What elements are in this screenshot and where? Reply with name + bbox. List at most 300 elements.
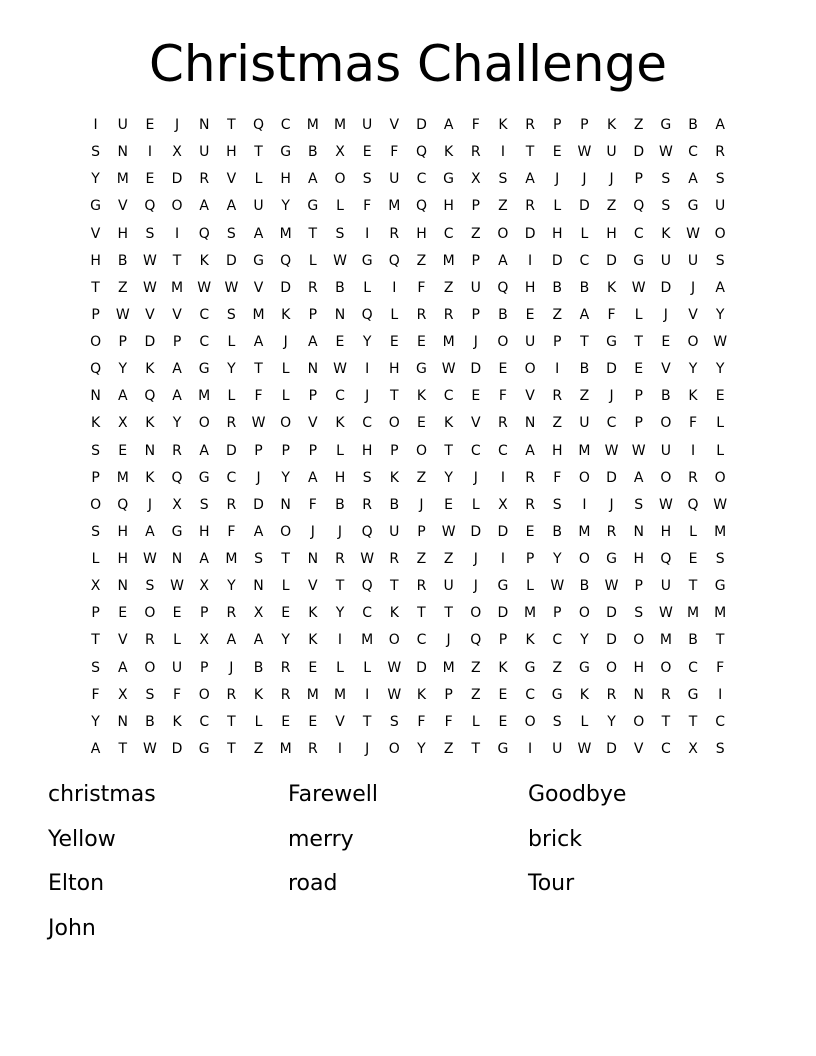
word-bank-item: christmas	[48, 782, 156, 807]
grid-letter: M	[116, 469, 129, 486]
grid-letter: L	[227, 334, 236, 350]
grid-letter: I	[337, 632, 343, 649]
grid-letter: C	[470, 442, 481, 459]
grid-letter: Q	[388, 252, 400, 269]
word-bank	[48, 778, 768, 956]
grid-letter: T	[308, 225, 318, 242]
grid-letter: F	[607, 306, 616, 323]
grid-letter: Y	[91, 171, 100, 188]
grid-letter: J	[147, 496, 152, 513]
grid-letter: F	[417, 279, 426, 296]
grid-letter: G	[443, 171, 455, 188]
grid-letter: O	[198, 415, 210, 432]
grid-letter: Z	[470, 659, 481, 676]
grid-letter: Y	[417, 740, 426, 757]
grid-letter: K	[145, 415, 155, 432]
grid-letter: D	[171, 740, 183, 757]
grid-letter: X	[90, 578, 101, 595]
grid-letter: Z	[552, 659, 563, 676]
grid-letter: H	[117, 225, 128, 242]
grid-letter: S	[226, 225, 236, 242]
grid-letter: N	[633, 523, 644, 540]
grid-letter: R	[172, 442, 182, 459]
grid-letter: G	[90, 198, 101, 215]
grid-letter: A	[688, 171, 698, 188]
grid-letter: E	[498, 361, 508, 378]
grid-letter: O	[470, 605, 482, 622]
grid-letter: M	[388, 198, 401, 215]
grid-letter: V	[470, 415, 481, 432]
grid-letter: W	[604, 442, 619, 459]
word-bank-item: Tour	[528, 871, 575, 896]
grid-letter: J	[473, 551, 478, 567]
grid-letter: D	[470, 361, 482, 378]
grid-letter: A	[253, 523, 264, 540]
grid-letter: U	[470, 279, 481, 296]
grid-letter: P	[498, 632, 508, 649]
grid-letter: P	[308, 388, 318, 405]
grid-letter: R	[226, 686, 237, 703]
grid-letter: K	[498, 117, 508, 133]
grid-letter: D	[470, 523, 482, 540]
grid-letter: K	[688, 388, 698, 405]
grid-letter: G	[280, 144, 292, 161]
grid-letter: O	[90, 496, 102, 513]
grid-letter: R	[307, 279, 318, 296]
grid-letter: B	[661, 388, 671, 405]
grid-letter: W	[387, 686, 402, 703]
grid-letter: O	[714, 225, 726, 242]
grid-letter: P	[634, 171, 643, 188]
grid-letter: A	[253, 334, 264, 350]
grid-letter: O	[578, 469, 590, 486]
grid-letter: O	[144, 659, 156, 676]
grid-row	[82, 627, 734, 654]
grid-letter: T	[417, 605, 426, 622]
grid-letter: D	[225, 442, 237, 459]
grid-letter: Q	[144, 198, 156, 215]
grid-letter: K	[606, 117, 617, 133]
grid-letter: R	[389, 551, 400, 567]
grid-letter: V	[308, 578, 318, 595]
grid-letter: D	[497, 605, 509, 622]
grid-letter: P	[199, 659, 209, 676]
grid-letter: C	[606, 415, 617, 432]
grid-letter: S	[715, 252, 725, 269]
grid-letter: D	[497, 523, 509, 540]
grid-letter: I	[500, 551, 505, 567]
grid-row	[82, 248, 734, 275]
grid-letter: W	[441, 523, 456, 540]
word-bank-item: Farewell	[288, 782, 378, 807]
grid-letter: I	[582, 496, 587, 513]
grid-letter: W	[387, 659, 402, 676]
grid-letter: R	[416, 578, 427, 595]
grid-letter: Y	[118, 361, 128, 378]
grid-letter: W	[686, 225, 700, 242]
grid-letter: G	[687, 198, 699, 215]
grid-letter: Z	[416, 469, 427, 486]
grid-letter: E	[471, 388, 481, 405]
grid-letter: C	[715, 713, 726, 730]
word-search-grid	[82, 112, 734, 763]
grid-letter: A	[172, 388, 182, 405]
grid-letter: D	[225, 252, 237, 269]
grid-letter: S	[199, 496, 209, 513]
grid-letter: Y	[335, 605, 345, 622]
grid-letter: O	[280, 523, 292, 540]
grid-letter: M	[306, 117, 319, 133]
grid-letter: S	[145, 686, 155, 703]
grid-letter: V	[226, 171, 237, 188]
grid-letter: K	[444, 144, 454, 161]
grid-letter: A	[117, 388, 128, 405]
grid-letter: S	[715, 551, 725, 567]
grid-letter: D	[416, 117, 427, 133]
grid-letter: L	[634, 306, 643, 323]
grid-letter: M	[714, 523, 727, 540]
grid-letter: D	[416, 659, 427, 676]
grid-letter: P	[634, 415, 643, 432]
grid-letter: K	[90, 415, 101, 432]
grid-letter: W	[224, 279, 239, 296]
grid-letter: O	[524, 713, 536, 730]
grid-letter: E	[525, 306, 535, 323]
grid-row	[82, 410, 734, 437]
grid-row	[82, 465, 734, 492]
grid-letter: J	[256, 469, 261, 486]
grid-letter: N	[117, 578, 128, 595]
grid-letter: E	[118, 605, 128, 622]
grid-letter: M	[306, 686, 319, 703]
grid-letter: I	[690, 442, 696, 459]
grid-letter: J	[174, 117, 180, 133]
grid-letter: S	[91, 523, 101, 540]
grid-letter: P	[553, 605, 562, 622]
grid-letter: K	[498, 659, 508, 676]
grid-letter: P	[471, 252, 480, 269]
grid-letter: V	[335, 713, 345, 730]
grid-letter: G	[714, 578, 726, 595]
grid-letter: J	[609, 388, 614, 405]
grid-letter: R	[199, 171, 210, 188]
grid-letter: P	[199, 605, 209, 622]
grid-letter: N	[198, 117, 210, 133]
grid-letter: B	[253, 659, 264, 676]
grid-letter: R	[443, 306, 454, 323]
grid-letter: D	[606, 605, 617, 622]
grid-letter: B	[579, 578, 590, 595]
grid-letter: M	[333, 686, 347, 703]
grid-letter: R	[525, 198, 535, 215]
grid-letter: G	[606, 334, 617, 350]
grid-letter: L	[471, 713, 480, 730]
grid-letter: A	[308, 171, 318, 188]
grid-letter: R	[525, 496, 535, 513]
grid-letter: F	[173, 686, 182, 703]
grid-letter: T	[254, 361, 263, 378]
grid-letter: L	[363, 659, 372, 676]
grid-letter: K	[281, 306, 291, 323]
grid-letter: F	[254, 388, 263, 405]
grid-letter: U	[253, 198, 264, 215]
grid-letter: I	[528, 740, 533, 757]
grid-letter: U	[524, 334, 536, 350]
grid-letter: Q	[144, 388, 156, 405]
grid-letter: O	[606, 659, 618, 676]
grid-letter: E	[145, 171, 155, 188]
grid-letter: R	[470, 144, 481, 161]
grid-letter: F	[390, 144, 399, 161]
grid-letter: B	[688, 117, 698, 133]
grid-letter: X	[199, 632, 209, 649]
grid-letter: W	[577, 740, 592, 757]
grid-letter: T	[661, 713, 671, 730]
word-bank-item: merry	[288, 826, 354, 852]
grid-letter: S	[661, 171, 671, 188]
grid-letter: F	[444, 713, 453, 730]
grid-letter: P	[471, 198, 480, 215]
grid-letter: S	[498, 171, 508, 188]
grid-letter: L	[471, 496, 480, 513]
grid-letter: N	[280, 496, 291, 513]
grid-letter: O	[524, 361, 536, 378]
grid-letter: U	[117, 117, 128, 133]
grid-letter: E	[308, 713, 318, 730]
grid-letter: Q	[633, 198, 645, 215]
grid-letter: K	[145, 361, 155, 378]
grid-row	[82, 492, 734, 519]
grid-letter: Z	[117, 279, 128, 296]
grid-letter: Q	[198, 225, 210, 242]
grid-letter: K	[308, 632, 318, 649]
grid-letter: L	[308, 252, 317, 269]
grid-letter: Q	[361, 306, 373, 323]
grid-letter: B	[308, 144, 318, 161]
grid-letter: O	[660, 659, 672, 676]
grid-letter: S	[254, 551, 263, 567]
grid-letter: C	[362, 415, 373, 432]
grid-letter: W	[197, 279, 212, 296]
grid-letter: G	[578, 659, 590, 676]
grid-letter: E	[417, 334, 426, 350]
grid-letter: Z	[579, 388, 590, 405]
grid-letter: C	[688, 659, 698, 676]
grid-letter: N	[90, 388, 101, 405]
grid-letter: M	[225, 551, 238, 567]
grid-letter: K	[525, 632, 535, 649]
grid-letter: H	[443, 198, 454, 215]
grid-letter: B	[688, 632, 698, 649]
word-bank-item: brick	[528, 826, 582, 852]
grid-row	[82, 356, 734, 383]
grid-letter: E	[118, 442, 128, 459]
grid-letter: Q	[117, 496, 129, 513]
grid-letter: L	[336, 442, 344, 459]
grid-letter: R	[552, 388, 563, 405]
grid-letter: P	[390, 442, 399, 459]
grid-letter: A	[715, 279, 725, 296]
grid-letter: U	[660, 252, 671, 269]
grid-letter: H	[117, 523, 128, 540]
grid-letter: V	[525, 388, 535, 405]
grid-letter: L	[91, 551, 100, 567]
grid-letter: Y	[715, 306, 725, 323]
grid-letter: B	[117, 252, 128, 269]
grid-letter: V	[145, 306, 155, 323]
grid-letter: F	[498, 388, 507, 405]
grid-letter: O	[144, 605, 156, 622]
grid-letter: E	[417, 415, 426, 432]
page-title: Christmas Challenge	[149, 35, 667, 93]
grid-letter: H	[198, 523, 210, 540]
grid-letter: C	[199, 306, 210, 323]
grid-letter: D	[633, 144, 645, 161]
grid-letter: A	[117, 659, 128, 676]
grid-letter: Z	[443, 551, 454, 567]
grid-letter: S	[91, 659, 101, 676]
word-bank-item: Goodbye	[528, 782, 627, 807]
grid-letter: C	[416, 171, 427, 188]
grid-letter: I	[365, 686, 370, 703]
grid-letter: Z	[498, 198, 508, 215]
grid-letter: S	[145, 578, 155, 595]
grid-letter: V	[117, 198, 128, 215]
grid-letter: M	[442, 659, 455, 676]
grid-letter: P	[172, 334, 182, 350]
grid-letter: T	[227, 740, 236, 757]
grid-letter: J	[473, 578, 478, 595]
grid-letter: F	[227, 523, 236, 540]
grid-letter: W	[713, 496, 728, 513]
grid-letter: Z	[416, 252, 427, 269]
grid-letter: L	[526, 578, 534, 595]
grid-letter: U	[606, 144, 617, 161]
grid-letter: C	[335, 388, 345, 405]
grid-letter: A	[172, 361, 182, 378]
grid-letter: H	[660, 523, 672, 540]
grid-letter: H	[389, 361, 400, 378]
grid-letter: Y	[715, 361, 725, 378]
grid-letter: Y	[444, 469, 453, 486]
grid-letter: L	[580, 713, 589, 730]
grid-letter: A	[308, 334, 318, 350]
grid-letter: A	[199, 198, 209, 215]
grid-letter: U	[199, 144, 210, 161]
grid-letter: O	[660, 415, 672, 432]
grid-letter: T	[715, 632, 725, 649]
grid-letter: H	[606, 225, 617, 242]
grid-letter: P	[553, 334, 562, 350]
grid-letter: T	[580, 334, 589, 350]
grid-letter: Q	[253, 117, 265, 133]
grid-letter: A	[443, 117, 454, 133]
grid-letter: C	[498, 442, 508, 459]
grid-letter: L	[173, 632, 181, 649]
grid-letter: F	[363, 198, 372, 215]
grid-letter: G	[687, 686, 699, 703]
grid-letter: P	[553, 117, 562, 133]
grid-letter: U	[687, 252, 699, 269]
grid-letter: B	[552, 279, 563, 296]
grid-letter: K	[145, 469, 155, 486]
grid-letter: V	[389, 117, 400, 133]
grid-letter: U	[389, 523, 400, 540]
grid-letter: E	[308, 659, 318, 676]
grid-letter: E	[498, 713, 508, 730]
grid-letter: J	[419, 496, 424, 513]
grid-letter: C	[416, 632, 427, 649]
grid-letter: Y	[552, 551, 562, 567]
grid-letter: V	[633, 740, 644, 757]
grid-letter: Y	[281, 198, 290, 215]
grid-letter: O	[578, 605, 590, 622]
grid-letter: M	[171, 279, 184, 296]
grid-letter: D	[606, 469, 617, 486]
grid-row	[82, 600, 734, 627]
grid-letter: O	[334, 171, 346, 188]
grid-letter: F	[91, 686, 100, 703]
grid-letter: J	[365, 740, 370, 757]
grid-letter: Z	[443, 740, 454, 757]
grid-letter: A	[226, 198, 237, 215]
grid-letter: J	[473, 334, 478, 350]
grid-letter: T	[471, 740, 481, 757]
grid-letter: J	[582, 171, 587, 188]
grid-letter: S	[91, 144, 101, 161]
grid-letter: F	[308, 496, 317, 513]
grid-letter: Z	[470, 225, 481, 242]
grid-row	[82, 709, 734, 736]
grid-letter: X	[470, 171, 481, 188]
grid-letter: A	[199, 551, 209, 567]
grid-row	[82, 302, 734, 329]
grid-letter: W	[360, 551, 375, 567]
grid-row	[82, 112, 734, 139]
grid-letter: Z	[633, 117, 644, 133]
grid-letter: Y	[281, 632, 290, 649]
grid-letter: A	[253, 225, 264, 242]
grid-letter: U	[171, 659, 183, 676]
grid-letter: M	[524, 605, 537, 622]
grid-letter: E	[335, 334, 345, 350]
grid-letter: V	[172, 306, 182, 323]
grid-letter: L	[716, 442, 725, 459]
grid-row	[82, 573, 734, 600]
grid-letter: L	[281, 578, 290, 595]
grid-letter: R	[280, 659, 291, 676]
grid-letter: A	[633, 469, 644, 486]
grid-letter: W	[115, 306, 130, 323]
grid-letter: R	[362, 496, 372, 513]
grid-letter: F	[553, 469, 562, 486]
grid-letter: M	[252, 306, 265, 323]
grid-letter: W	[658, 496, 673, 513]
grid-letter: D	[606, 632, 617, 649]
grid-letter: G	[551, 686, 563, 703]
grid-letter: A	[145, 523, 155, 540]
grid-letter: O	[388, 740, 400, 757]
grid-letter: T	[362, 713, 372, 730]
grid-letter: Z	[470, 686, 481, 703]
grid-letter: M	[279, 225, 292, 242]
grid-letter: U	[660, 442, 671, 459]
grid-letter: W	[658, 605, 673, 622]
grid-letter: S	[389, 713, 399, 730]
grid-letter: C	[688, 144, 698, 161]
grid-letter: J	[690, 279, 696, 296]
grid-letter: W	[658, 144, 673, 161]
